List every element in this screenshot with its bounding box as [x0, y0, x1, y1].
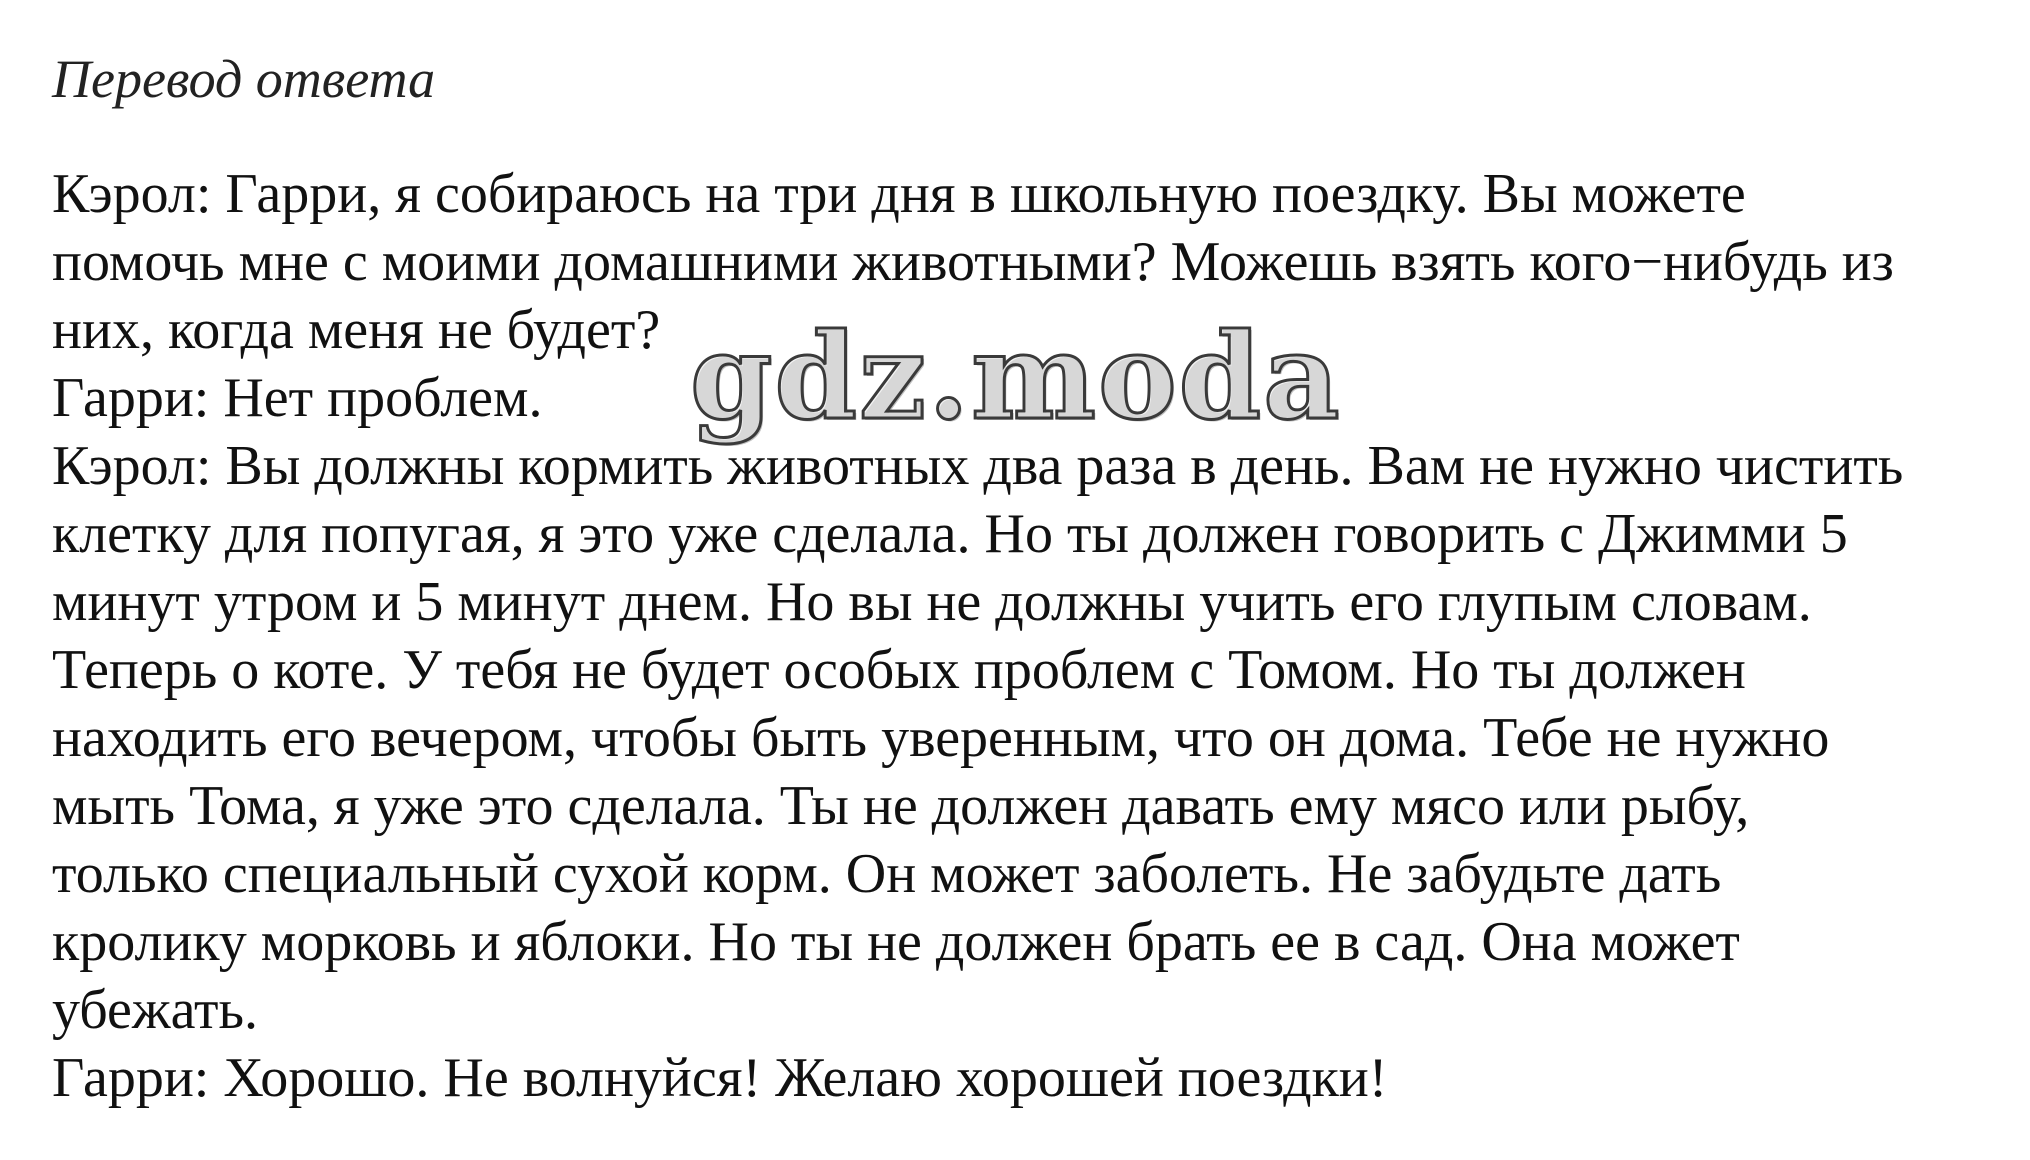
text-line: Гарри: Хорошо. Не волнуйся! Желаю хорошей поездки!	[52, 1047, 1388, 1109]
text-line: убежать.	[52, 979, 258, 1041]
text-line: мыть Тома, я уже это сделала. Ты не должен давать ему мясо или рыбу,	[52, 775, 1750, 837]
text-line: Гарри: Нет проблем.	[52, 367, 543, 429]
watermark: gdz.moda	[690, 307, 1342, 446]
text-line: них, когда меня не будет?	[52, 299, 661, 361]
text-line: Теперь о коте. У тебя не будет особых проблем с Томом. Но ты должен	[52, 639, 1746, 701]
text-line: клетку для попугая, я это уже сделала. Но ты должен говорить с Джимми 5	[52, 503, 1848, 565]
text-line: Кэрол: Вы должны кормить животных два раза в день. Вам не нужно чистить	[52, 435, 1904, 497]
text-line: Кэрол: Гарри, я собираюсь на три дня в школьную поездку. Вы можете	[52, 163, 1746, 225]
dialogue-text	[52, 160, 2012, 1112]
text-line: минут утром и 5 минут днем. Но вы не должны учить его глупым словам.	[52, 571, 1812, 633]
page-heading: Перевод ответа	[52, 49, 436, 109]
text-line: только специальный сухой корм. Он может заболеть. Не забудьте дать	[52, 843, 1722, 905]
text-line: кролику морковь и яблоки. Но ты не должен брать ее в сад. Она может	[52, 911, 1740, 973]
text-line: помочь мне с моими домашними животными? Можешь взять кого−нибудь из	[52, 231, 1894, 293]
text-line: находить его вечером, чтобы быть уверенным, что он дома. Тебе не нужно	[52, 707, 1830, 769]
